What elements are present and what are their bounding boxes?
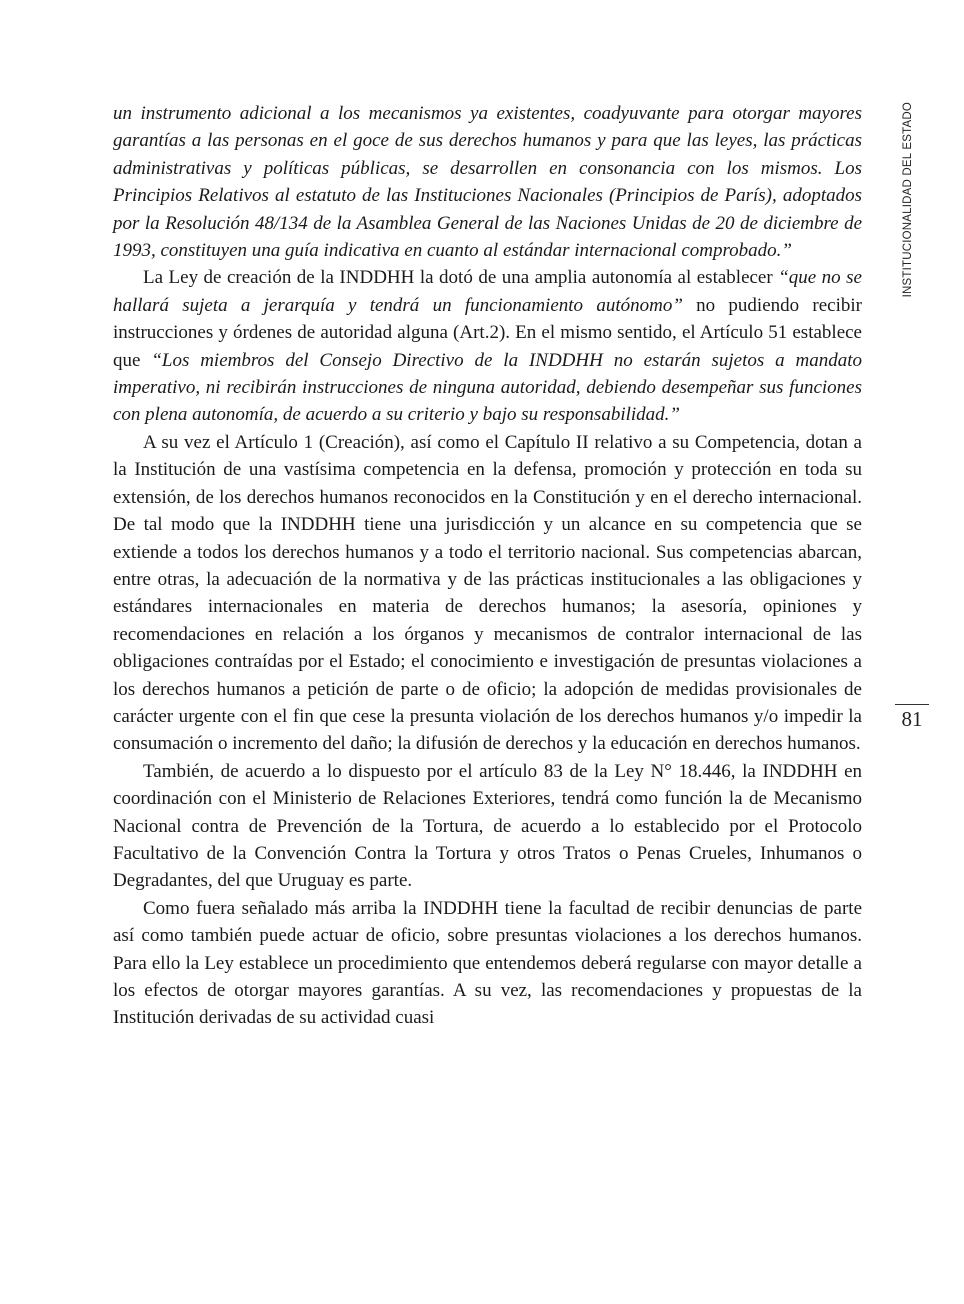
paragraph-2-quote-a: “que no se hallará sujeta a jerarquía y tendrá un funcionamiento autónomo” [113, 267, 862, 316]
paragraph-2-quote-b: “Los miembros del Consejo Directivo de la INDDHH no estarán sujetos a mandato imperativo, ni recibirán instrucciones de ninguna autoridad, debiendo desempeñar sus funciones con plena autonomía, de acuerdo a su criterio y bajo su responsabilidad.” [113, 349, 862, 426]
running-title [894, 102, 922, 298]
page-number-rule [895, 704, 929, 705]
paragraph-2-text-b: no pudiendo recibir instrucciones y órdenes de autoridad alguna (Art.2). En el mismo sentido, el Artículo 51 establece que [113, 294, 862, 371]
paragraph-2-text-a: La Ley de creación de la INDDHH la dotó de una amplia autonomía al establecer [143, 267, 779, 289]
body-text [113, 100, 862, 1032]
paragraph-5: Como fuera señalado más arriba la INDDHH tiene la facultad de recibir denuncias de parte así como también puede actuar de oficio, sobre presuntas violaciones a los derechos humanos. Para ello la Ley establece un procedimiento que entendemos deberá regularse con mayor detalle a los efectos de otorgar mayores garantías. A su vez, las recomendaciones y propuestas de la Institución derivadas de su actividad cuasi [113, 897, 862, 1029]
page-number: 81 [901, 707, 923, 731]
paragraph-4: También, de acuerdo a lo dispuesto por el artículo 83 de la Ley N° 18.446, la INDDHH en coordinación con el Ministerio de Relaciones Exteriores, tendrá como función la de Mecanismo Nacional contra de Prevención de la Tortura, de acuerdo a lo establecido por el Protocolo Facultativo de la Convención Contra la Tortura y otros Tratos o Penas Crueles, Inhumanos o Degradantes, del que Uruguay es parte. [113, 760, 862, 892]
running-title-text: INSTITUCIONALIDAD DEL ESTADO [902, 102, 914, 298]
paragraph-2 [113, 264, 862, 428]
paragraph-1-quote: un instrumento adicional a los mecanismos ya existentes, coadyuvante para otorgar mayores garantías a las personas en el goce de sus derechos humanos y para que las leyes, las prácticas administrativas y políticas públicas, se desarrollen en consonancia con los mismos. Los Principios Relativos al estatuto de las Instituciones Nacionales (Principios de París), adoptados por la Resolución 48/134 de la Asamblea General de las Naciones Unidas de 20 de diciembre de 1993, constituyen una guía indicativa en cuanto al estándar internacional comprobado.” [113, 103, 862, 262]
paragraph-3: A su vez el Artículo 1 (Creación), así como el Capítulo II relativo a su Competencia, dotan a la Institución de una vastísima competencia en la defensa, promoción y protección en toda su extensión, de los derechos humanos reconocidos en la Constitución y en el derecho internacional. De tal modo que la INDDHH tiene una jurisdicción y un alcance en su competencia que se extiende a todos los derechos humanos y a todo el territorio nacional. Sus competencias abarcan, entre otras, la adecuación de la normativa y de las prácticas institucionales a las obligaciones y estándares internacionales en materia de derechos humanos; la asesoría, opiniones y recomendaciones en relación a los órganos y mecanismos de contralor internacional de las obligaciones contraídas por el Estado; el conocimiento e investigación de presuntas violaciones a los derechos humanos a petición de parte o de oficio; la adopción de medidas provisionales de carácter urgente con el fin que cese la presunta violación de los derechos humanos y/o impedir la consumación o incremento del daño; la difusión de derechos y la educación en derechos humanos. [113, 431, 862, 755]
